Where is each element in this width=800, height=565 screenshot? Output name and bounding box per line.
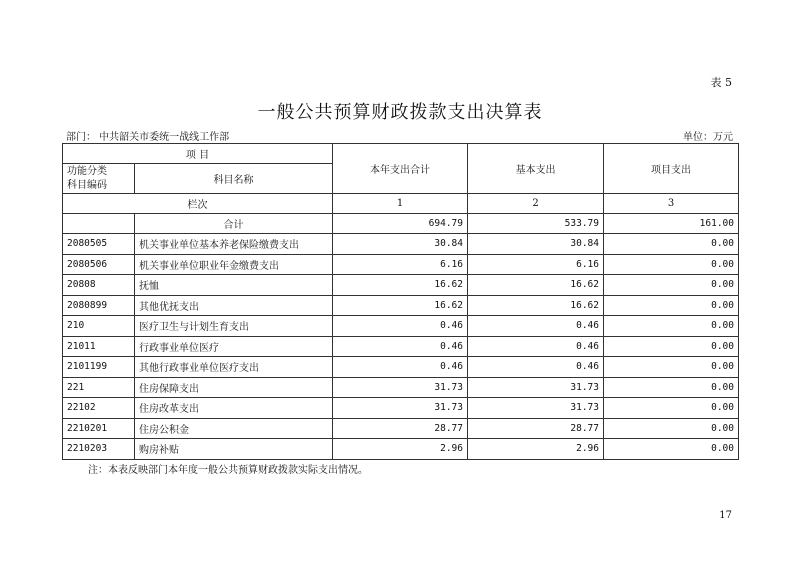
amount-basic: 31.73 <box>468 398 604 419</box>
amount-total: 0.46 <box>333 357 468 378</box>
amount-total: 16.62 <box>333 275 468 296</box>
subject-name: 住房改革支出 <box>135 398 333 419</box>
amount-basic: 0.46 <box>468 316 604 337</box>
table-row <box>63 377 739 398</box>
total-project: 161.00 <box>604 214 739 234</box>
amount-project: 0.00 <box>604 295 739 316</box>
amount-project: 0.00 <box>604 234 739 255</box>
table-row <box>63 234 739 255</box>
subject-code: 210 <box>63 316 135 337</box>
subject-name: 其他优抚支出 <box>135 295 333 316</box>
subject-name: 医疗卫生与计划生育支出 <box>135 316 333 337</box>
amount-project: 0.00 <box>604 377 739 398</box>
table-row <box>63 254 739 275</box>
table-row <box>63 418 739 439</box>
subject-name: 行政事业单位医疗 <box>135 336 333 357</box>
expenditure-table <box>62 143 739 460</box>
amount-total: 31.73 <box>333 398 468 419</box>
amount-total: 28.77 <box>333 418 468 439</box>
amount-total: 16.62 <box>333 295 468 316</box>
subject-code: 2210201 <box>63 418 135 439</box>
subject-code: 221 <box>63 377 135 398</box>
amount-total: 2.96 <box>333 439 468 460</box>
col-index-1: 1 <box>333 194 468 214</box>
col-index-2: 2 <box>468 194 604 214</box>
amount-total: 30.84 <box>333 234 468 255</box>
amount-basic: 0.46 <box>468 357 604 378</box>
page-number: 17 <box>719 510 732 521</box>
amount-basic: 16.62 <box>468 295 604 316</box>
table-row <box>63 316 739 337</box>
subject-name-header: 科目名称 <box>135 164 333 194</box>
amount-total: 31.73 <box>333 377 468 398</box>
table-row <box>63 439 739 460</box>
lanci-label: 栏次 <box>63 194 333 214</box>
amount-total: 0.46 <box>333 316 468 337</box>
amount-project: 0.00 <box>604 398 739 419</box>
subject-name: 机关事业单位基本养老保险缴费支出 <box>135 234 333 255</box>
total-sum: 694.79 <box>333 214 468 234</box>
amount-project: 0.00 <box>604 439 739 460</box>
subject-code: 21011 <box>63 336 135 357</box>
subject-code: 2080506 <box>63 254 135 275</box>
amount-basic: 28.77 <box>468 418 604 439</box>
amount-basic: 6.16 <box>468 254 604 275</box>
total-basic: 533.79 <box>468 214 604 234</box>
subject-name: 购房补贴 <box>135 439 333 460</box>
amount-basic: 2.96 <box>468 439 604 460</box>
amount-project: 0.00 <box>604 275 739 296</box>
table-number-label: 表 5 <box>710 76 732 89</box>
col-header-total: 本年支出合计 <box>333 144 468 194</box>
subject-code: 22102 <box>63 398 135 419</box>
footnote: 注：本表反映部门本年度一般公共预算财政拨款实际支出情况。 <box>88 465 368 476</box>
subject-code: 2210203 <box>63 439 135 460</box>
amount-total: 6.16 <box>333 254 468 275</box>
subject-code: 20808 <box>63 275 135 296</box>
subject-name: 住房保障支出 <box>135 377 333 398</box>
amount-project: 0.00 <box>604 316 739 337</box>
subject-code: 2080899 <box>63 295 135 316</box>
amount-project: 0.00 <box>604 357 739 378</box>
table-row <box>63 398 739 419</box>
table-row <box>63 275 739 296</box>
subject-code: 2101199 <box>63 357 135 378</box>
amount-basic: 16.62 <box>468 275 604 296</box>
amount-project: 0.00 <box>604 336 739 357</box>
subject-name: 其他行政事业单位医疗支出 <box>135 357 333 378</box>
table-row <box>63 336 739 357</box>
amount-total: 0.46 <box>333 336 468 357</box>
amount-basic: 30.84 <box>468 234 604 255</box>
col-header-project: 项目支出 <box>604 144 739 194</box>
amount-project: 0.00 <box>604 418 739 439</box>
department-label: 部门： 中共韶关市委统一战线工作部 <box>66 132 230 143</box>
subject-name: 住房公积金 <box>135 418 333 439</box>
total-row <box>63 214 739 234</box>
amount-project: 0.00 <box>604 254 739 275</box>
project-header: 项 目 <box>63 144 333 164</box>
col-header-basic: 基本支出 <box>468 144 604 194</box>
unit-label: 单位：万元 <box>683 132 733 143</box>
subject-name: 机关事业单位职业年金缴费支出 <box>135 254 333 275</box>
col-index-3: 3 <box>604 194 739 214</box>
page-title: 一般公共预算财政拨款支出决算表 <box>257 102 543 123</box>
subject-name: 抚恤 <box>135 275 333 296</box>
subject-code: 2080505 <box>63 234 135 255</box>
amount-basic: 31.73 <box>468 377 604 398</box>
function-code-header: 功能分类 科目编码 <box>63 164 135 194</box>
table-row <box>63 295 739 316</box>
amount-basic: 0.46 <box>468 336 604 357</box>
total-label: 合计 <box>135 214 333 234</box>
table-row <box>63 357 739 378</box>
